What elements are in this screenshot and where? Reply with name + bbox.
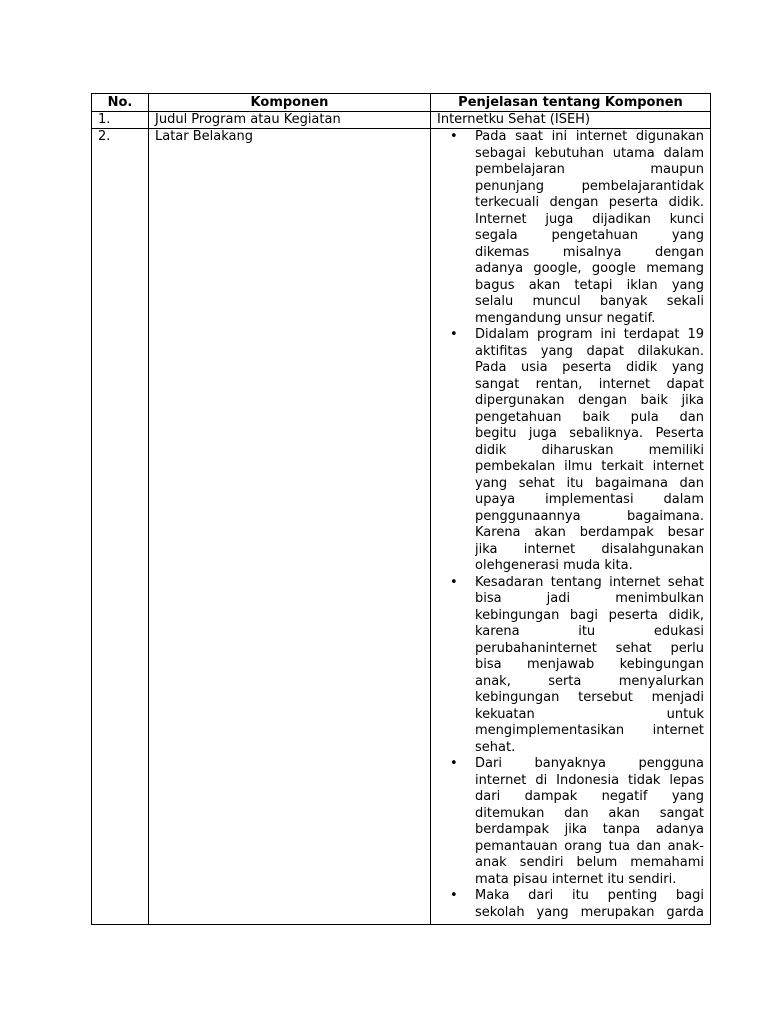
- bullet-line: dari dampak negatif yang: [475, 789, 704, 804]
- bullet-line: anak sendiri belum memahami: [475, 855, 704, 870]
- bullet-line: karena itu edukasi: [475, 624, 704, 639]
- bullet-item: [437, 756, 704, 888]
- bullet-line: segala pengetahuan yang: [475, 228, 704, 243]
- bullet-line: sekolah yang merupakan garda: [475, 904, 704, 920]
- row-penjelasan: [431, 129, 711, 925]
- header-no: No.: [92, 94, 149, 112]
- table-row: [92, 112, 711, 129]
- bullet-line: sehat.: [475, 739, 516, 755]
- bullet-line: Internet juga dijadikan kunci: [475, 211, 704, 227]
- bullet-line: perubahaninternet sehat perlu: [475, 640, 704, 656]
- table-row: [92, 129, 711, 925]
- bullet-line: mata pisau internet itu sendiri.: [475, 871, 677, 887]
- bullet-line: mengandung unsur negatif.: [475, 310, 656, 326]
- bullet-icon: [450, 575, 458, 592]
- bullet-line: olehgenerasi muda kita.: [475, 558, 633, 573]
- bullet-line: Kesadaran tentang internet sehat: [475, 574, 704, 590]
- bullet-line: jika internet disalahgunakan: [475, 541, 704, 557]
- bullet-line: pembelajaran maupun: [475, 162, 704, 177]
- bullet-item: [437, 888, 704, 921]
- bullet-item: [437, 327, 704, 575]
- bullet-line: Maka dari itu penting bagi: [475, 888, 704, 903]
- row-komponen: Judul Program atau Kegiatan: [149, 112, 431, 129]
- bullet-line: mengimplementasikan internet: [475, 723, 704, 738]
- row-number: 1.: [92, 112, 149, 129]
- bullet-line: pengetahuan baik pula dan: [475, 409, 704, 425]
- bullet-line: bisa menjawab kebingungan: [475, 657, 704, 672]
- bullet-line: pembekalan ilmu terkait internet: [475, 459, 704, 474]
- bullet-line: aktifitas yang dapat dilakukan.: [475, 343, 704, 359]
- bullet-icon: [450, 327, 458, 344]
- bullet-line: ditemukan dan akan sangat: [475, 805, 704, 821]
- bullet-line: Pada usia peserta didik yang: [475, 360, 704, 375]
- bullet-line: adanya google, google memang: [475, 261, 704, 276]
- bullet-line: kebingungan tersebut menjadi: [475, 690, 704, 705]
- bullet-line: penggunaannya bagaimana.: [475, 508, 704, 524]
- bullet-line: penunjang pembelajarantidak: [475, 178, 704, 194]
- bullet-line: Karena akan berdampak besar: [475, 525, 704, 540]
- bullet-line: bisa jadi menimbulkan: [475, 591, 704, 606]
- bullet-line: dipergunakan dengan baik jika: [475, 393, 704, 408]
- row-number: 2.: [92, 129, 149, 925]
- bullet-line: terkecuali dengan peserta didik.: [475, 195, 704, 210]
- bullet-line: yang sehat itu bagaimana dan: [475, 475, 704, 491]
- row-komponen: Latar Belakang: [149, 129, 431, 925]
- bullet-line: internet di Indonesia tidak lepas: [475, 772, 704, 788]
- bullet-line: pemantauan orang tua dan anak-: [475, 838, 704, 854]
- header-komponen: Komponen: [149, 94, 431, 112]
- bullet-line: berdampak jika tanpa adanya: [475, 822, 704, 837]
- bullet-line: anak, serta menyalurkan: [475, 673, 704, 689]
- bullet-icon: [450, 888, 458, 905]
- bullet-icon: [450, 756, 458, 773]
- bullet-line: dikemas misalnya dengan: [475, 244, 704, 260]
- bullet-line: didik diharuskan memiliki: [475, 442, 704, 458]
- bullet-line: Pada saat ini internet digunakan: [475, 129, 704, 144]
- bullet-line: Didalam program ini terdapat 19: [475, 327, 704, 342]
- bullet-line: begitu juga sebaliknya. Peserta: [475, 426, 704, 441]
- bullet-line: selalu muncul banyak sekali: [475, 294, 704, 309]
- bullet-list: [437, 129, 704, 921]
- row-penjelasan: Internetku Sehat (ISEH): [431, 112, 711, 129]
- header-penjelasan: Penjelasan tentang Komponen: [431, 94, 711, 112]
- bullet-item: [437, 575, 704, 757]
- bullet-line: sebagai kebutuhan utama dalam: [475, 145, 704, 161]
- bullet-line: sangat rentan, internet dapat: [475, 376, 704, 392]
- bullet-line: upaya implementasi dalam: [475, 492, 704, 507]
- bullet-icon: [450, 129, 458, 146]
- table-header-row: [92, 94, 711, 112]
- bullet-line: kekuatan untuk: [475, 706, 704, 722]
- component-table: [91, 93, 711, 925]
- bullet-line: bagus akan tetapi iklan yang: [475, 277, 704, 293]
- bullet-line: Dari banyaknya pengguna: [475, 756, 704, 771]
- bullet-item: [437, 129, 704, 327]
- bullet-line: kebingungan bagi peserta didik,: [475, 607, 704, 623]
